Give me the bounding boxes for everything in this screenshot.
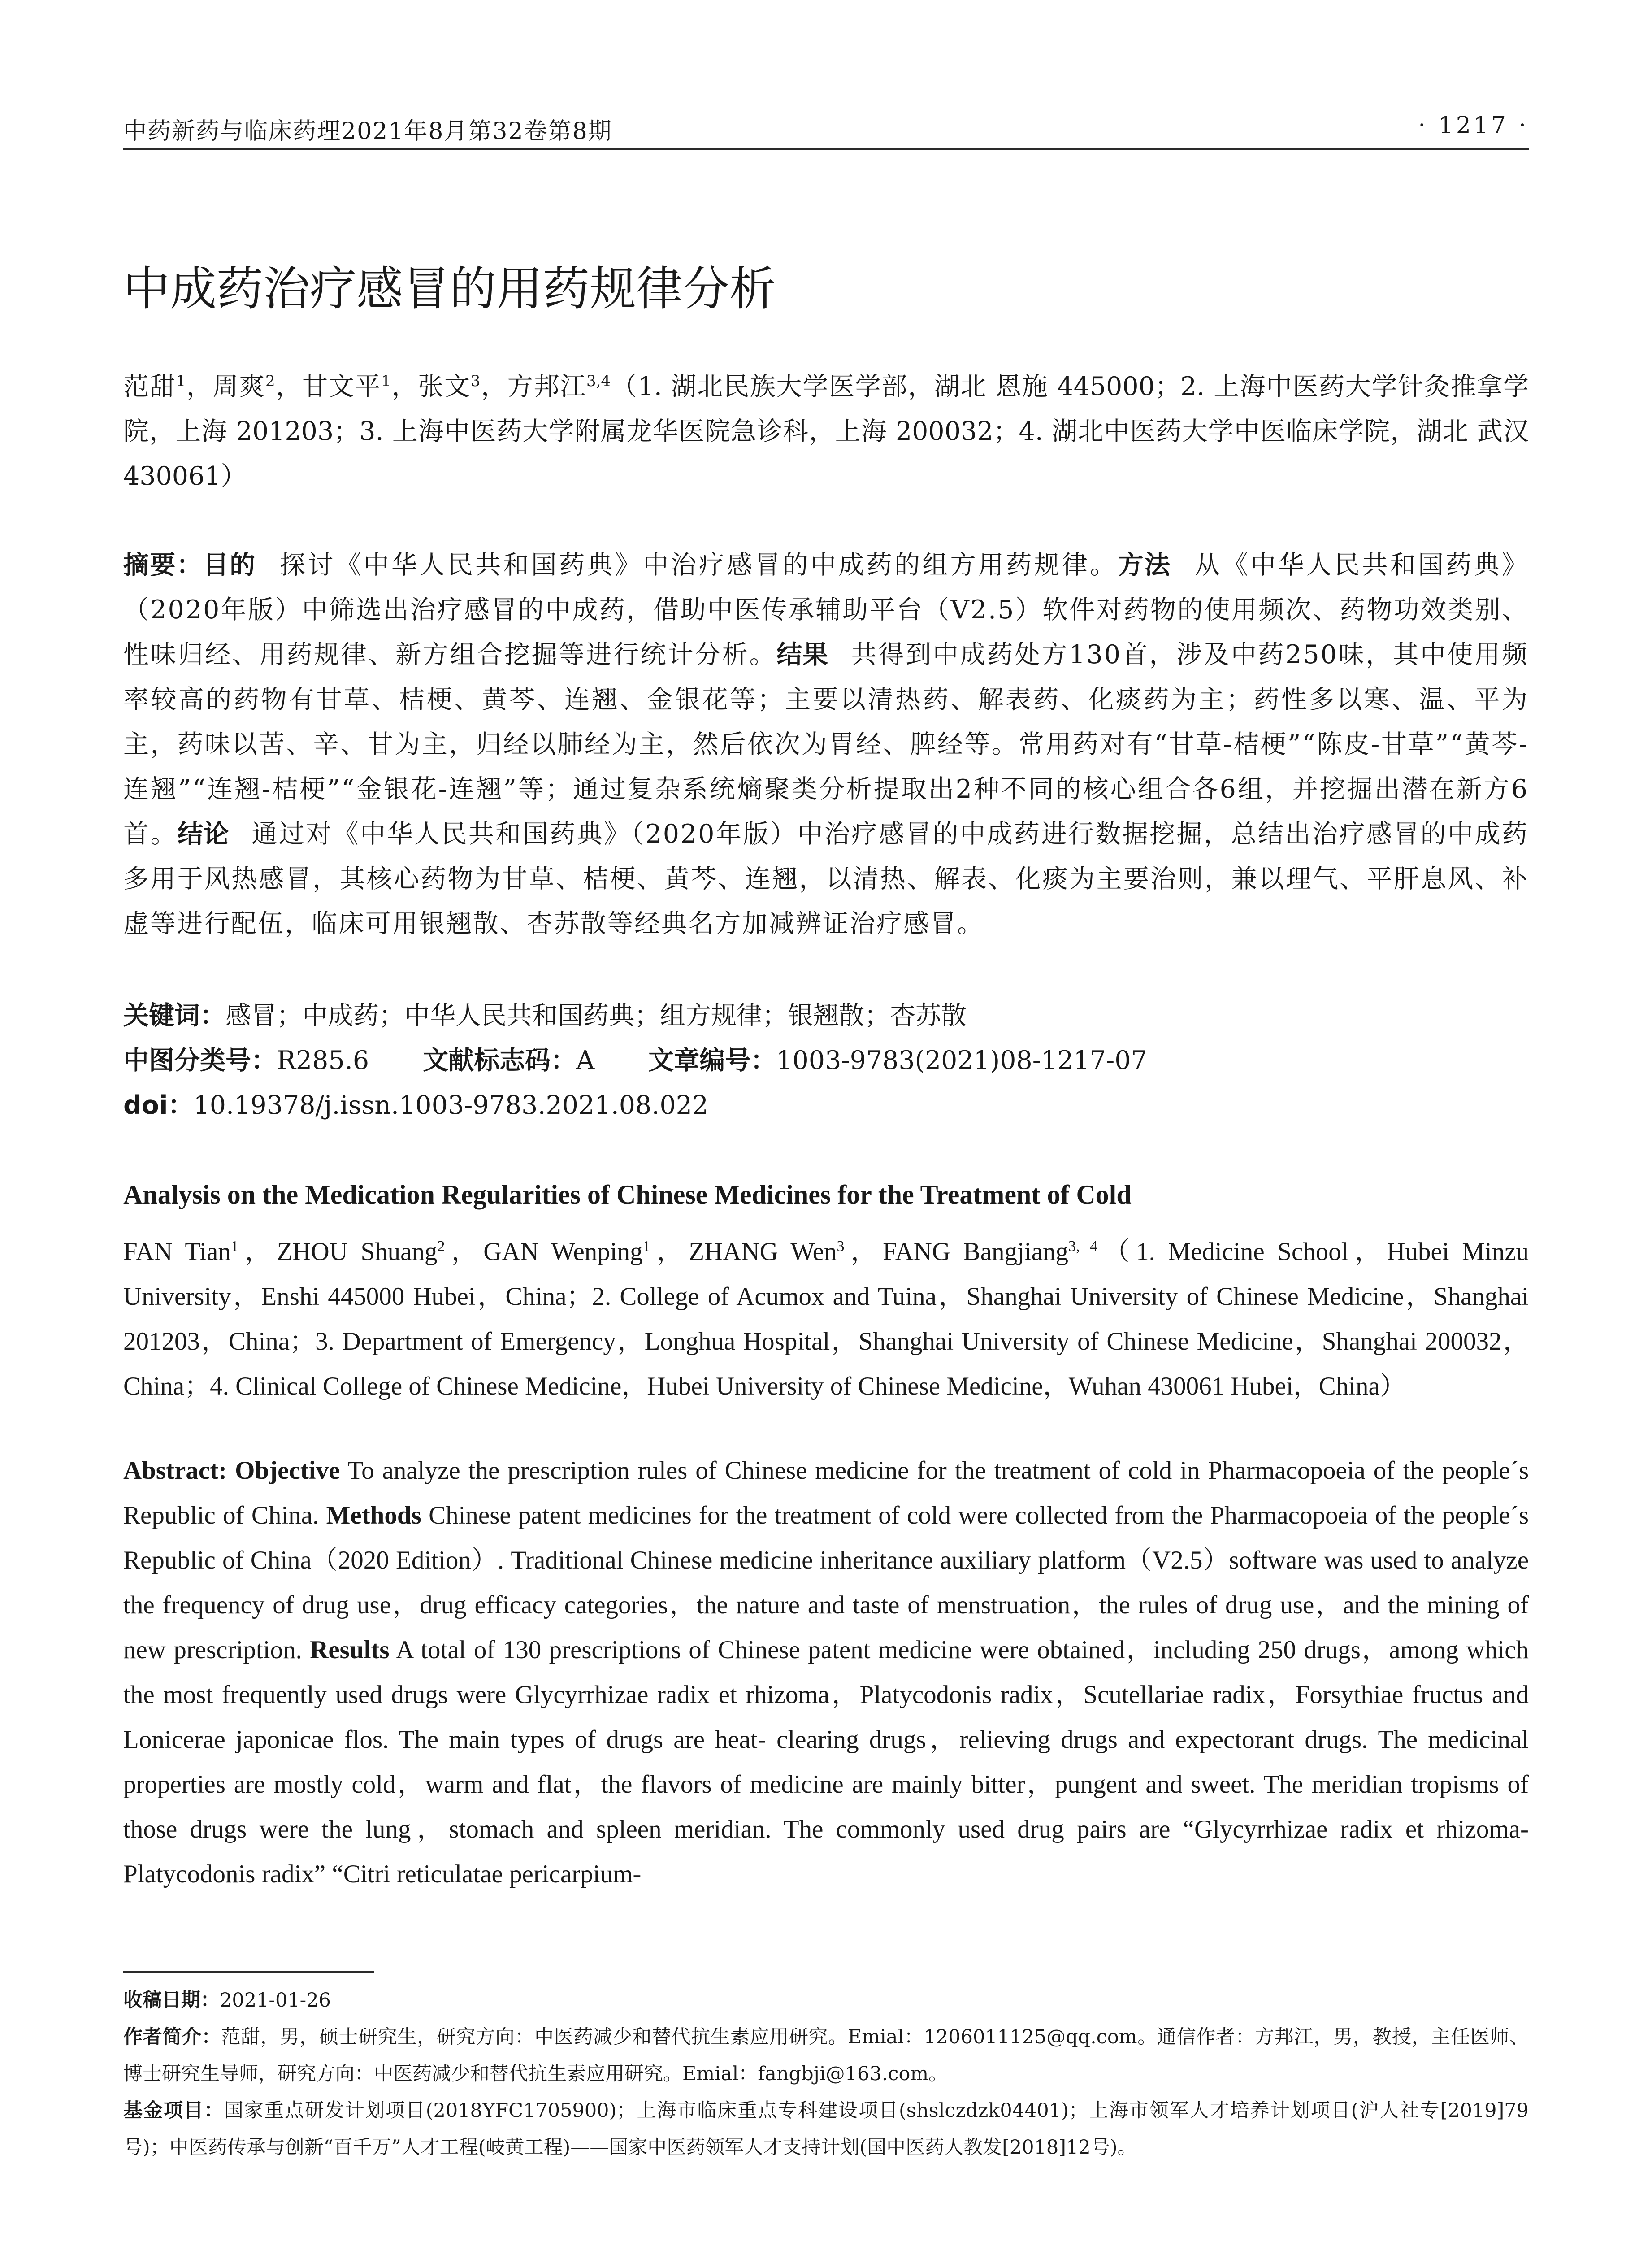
- author-affiliation-mark: 3: [470, 372, 481, 390]
- clc-value: R285.6: [277, 1046, 369, 1075]
- author-name: ZHOU Shuang: [277, 1238, 438, 1266]
- article-title: 中成药治疗感冒的用药规律分析: [123, 261, 776, 316]
- chinese-abstract: [123, 543, 1529, 946]
- objective-label: Objective: [235, 1456, 340, 1485]
- methods-label: 方法: [1118, 550, 1171, 580]
- doc-code-label: 文献标志码：: [423, 1046, 577, 1075]
- received-label: 收稿日期：: [123, 1989, 220, 2012]
- author-affiliation-mark: 1: [230, 1238, 238, 1255]
- author-name: FANG Bangjiang: [883, 1238, 1069, 1266]
- author-affiliation-mark: 2: [265, 372, 275, 390]
- received-date: [123, 1982, 1529, 2019]
- funding-text: 国家重点研发计划项目(2018YFC1705900)；上海市临床重点专科建设项目(shslczdzk04401)；上海市领军人才培养计划项目(沪人社专[2019]79号)；中医药传承与创新“百千万”人才工程(岐黄工程)——国家中医药领军人才支持计划(国中医药人教发[2018]12号)。: [123, 2099, 1529, 2159]
- author-bio: [123, 2019, 1529, 2092]
- funding-label: 基金项目：: [123, 2099, 224, 2122]
- received-value: 2021-01-26: [220, 1989, 331, 2012]
- author-affiliation-mark: 3: [837, 1238, 845, 1255]
- author-affiliation-mark: 1: [381, 372, 391, 390]
- author-name: 方邦江: [507, 372, 586, 401]
- author-name: ZHANG Wen: [689, 1238, 837, 1266]
- author-affiliation-mark: 3, 4: [1068, 1238, 1098, 1255]
- author-list: 范甜$^1$，周爽$^2$，甘文平$^1$，张文$^3$，方邦江$^{3,4}$（1. 湖北民族大学医学部，湖北 恩施 445000；2. 上海中医药大学针灸推拿学院，上海 201203；3. 上海中医药大学附属龙华医院急诊科，上海 200032；4. 湖北中医药大学中医临床学院，湖北 武汉 430061）: [123, 372, 1529, 491]
- article-number-label: 文章编号：: [648, 1046, 776, 1075]
- objective-label: 目的: [203, 550, 256, 580]
- journal-issue-line: 中药新药与临床药理2021年8月第32卷第8期: [123, 118, 612, 145]
- methods-label: Methods: [326, 1501, 421, 1529]
- clc-label: 中图分类号：: [123, 1046, 277, 1075]
- english-abstract: [123, 1448, 1529, 1897]
- objective-text: To analyze the prescription rules of Chinese medicine for the treatment of cold in Pharmacopoeia of the people´s Republic of China.: [123, 1456, 1529, 1529]
- author-name: FAN Tian: [123, 1238, 231, 1266]
- page-number: · 1217 ·: [1418, 112, 1529, 139]
- doi-line: [123, 1083, 1529, 1128]
- objective-text: 探讨《中华人民共和国药典》中治疗感冒的中成药的组方用药规律。: [278, 550, 1118, 580]
- abstract-label: Abstract:: [123, 1456, 227, 1485]
- classification-line: [123, 1038, 1529, 1083]
- keywords-label: 关键词：: [123, 1001, 225, 1030]
- footnotes: [123, 1982, 1529, 2166]
- results-text: 共得到中成药处方130首，涉及中药250味，其中使用频率较高的药物有甘草、桔梗、黄芩、连翘、金银花等；主要以清热药、解表药、化痰药为主；药性多以寒、温、平为主，药味以苦、辛、甘为主，归经以肺经为主，然后依次为胃经、脾经等。常用药对有“甘草-桔梗”“陈皮-甘草”“黄芩-连翘”“连翘-桔梗”“金银花-连翘”等；通过复杂系统熵聚类分析提取出2种不同的核心组合各6组，并挖掘出潜在新方6首。: [123, 640, 1529, 849]
- author-name: 甘文平: [302, 372, 382, 401]
- footnote-divider: [123, 1971, 374, 1973]
- results-label: 结果: [776, 640, 828, 669]
- author-affiliations: （1. 湖北民族大学医学部，湖北 恩施 445000；2. 上海中医药大学针灸推拿学院，上海 201203；3. 上海中医药大学附属龙华医院急诊科，上海 200032；4. 湖北中医药大学中医临床学院，湖北 武汉 430061）: [123, 372, 1529, 491]
- author-name: 周爽: [212, 372, 265, 401]
- doi-label: doi：: [123, 1091, 194, 1120]
- author-name: 范甜: [123, 372, 176, 401]
- conclusion-text: 通过对《中华人民共和国药典》（2020年版）中治疗感冒的中成药进行数据挖掘，总结出治疗感冒的中成药多用于风热感冒，其核心药物为甘草、桔梗、黄芩、连翘，以清热、解表、化痰为主要治则，兼以理气、平肝息风、补虚等进行配伍，临床可用银翘散、杏苏散等经典名方加减辨证治疗感冒。: [123, 819, 1529, 939]
- keywords: [123, 993, 1529, 1038]
- author-affiliation-mark: 1: [642, 1238, 650, 1255]
- funding: [123, 2092, 1529, 2166]
- author-affiliation-mark: 3,4: [586, 372, 611, 390]
- author-bio-label: 作者简介：: [123, 2026, 221, 2048]
- keywords-value: 感冒；中成药；中华人民共和国药典；组方规律；银翘散；杏苏散: [225, 1001, 967, 1030]
- author-bio-text: 范甜，男，硕士研究生，研究方向：中医药减少和替代抗生素应用研究。Emial：1206011125@qq.com。通信作者：方邦江，男，教授，主任医师、博士研究生导师，研究方向：中医药减少和替代抗生素应用研究。Emial：fangbji@163.com。: [123, 2026, 1529, 2085]
- results-text: A total of 130 prescriptions of Chinese patent medicine were obtained，including 250 drugs，among which the most frequently used drugs were Glycyrrhizae radix et rhizoma，Platycodonis radix，Scutellariae radix，Forsythiae fructus and Lonicerae japonicae flos. The main types of drugs are heat- clearing drugs，relieving drugs and expectorant drugs. The medicinal properties are mostly cold，warm and flat，the flavors of medicine are mainly bitter，pungent and sweet. The meridian tropisms of those drugs were the lung，stomach and spleen meridian. The commonly used drug pairs are “Glycyrrhizae radix et rhizoma- Platycodonis radix” “Citri reticulatae pericarpium-: [123, 1636, 1529, 1888]
- doc-code-value: A: [576, 1046, 595, 1075]
- author-affiliation-mark: 1: [176, 372, 186, 390]
- author-name: 张文: [418, 372, 471, 401]
- english-affiliations: （1. Medicine School，Hubei Minzu University，Enshi 445000 Hubei，China；2. College of Acumox and Tuina，Shanghai University of Chinese Medicine，Shanghai 201203，China；3. Department of Emergency，Longhua Hospital，Shanghai University of Chinese Medicine，Shanghai 200032，China；4. Clinical College of Chinese Medicine，Hubei University of Chinese Medicine，Wuhan 430061 Hubei，China）: [123, 1238, 1529, 1400]
- doi-value[interactable]: 10.19378/j.issn.1003-9783.2021.08.022: [193, 1091, 709, 1120]
- results-label: Results: [310, 1636, 390, 1664]
- methods-text: 从《中华人民共和国药典》（2020年版）中筛选出治疗感冒的中成药，借助中医传承辅助平台（V2.5）软件对药物的使用频次、药物功效类别、性味归经、用药规律、新方组合挖掘等进行统计分析。: [123, 550, 1529, 669]
- article-number-value: 1003-9783(2021)08-1217-07: [776, 1046, 1147, 1075]
- english-author-list: FAN Tian$^1$，ZHOU Shuang$^2$，GAN Wenping$^1$，ZHANG Wen$^3$，FANG Bangjiang$^{3, 4}$（1. Medicine School，Hubei Minzu University，Enshi 445000 Hubei，China；2. College of Acumox and Tuina，Shanghai University of Chinese Medicine，Shanghai 201203，China；3. Department of Emergency，Longhua Hospital，Shanghai University of Chinese Medicine，Shanghai 200032，China；4. Clinical College of Chinese Medicine，Hubei University of Chinese Medicine，Wuhan 430061 Hubei，China）: [123, 1238, 1529, 1400]
- abstract-label: 摘要：: [123, 550, 203, 580]
- author-name: GAN Wenping: [483, 1238, 643, 1266]
- running-header: [123, 108, 1529, 150]
- author-affiliation-mark: 2: [437, 1238, 445, 1255]
- methods-text: Chinese patent medicines for the treatment of cold were collected from the Pharmacopoeia of the people´s Republic of China（2020 Edition）. Traditional Chinese medicine inheritance auxiliary platform（V2.5）software was used to analyze the frequency of drug use，drug efficacy categories，the nature and taste of menstruation，the rules of drug use，and the mining of new prescription.: [123, 1501, 1529, 1664]
- english-title: Analysis on the Medication Regularities of Chinese Medicines for the Treatment of Cold: [123, 1180, 1132, 1209]
- conclusion-label: 结论: [177, 819, 229, 849]
